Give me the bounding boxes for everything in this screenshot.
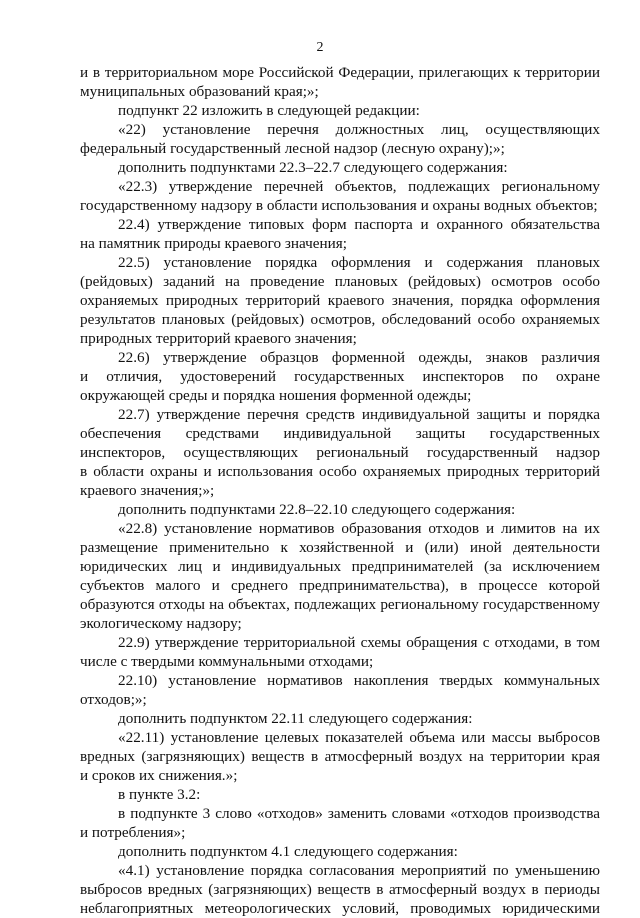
text-line: 22.4) утверждение типовых форм паспорта и охранного обязательства xyxy=(118,216,600,233)
text-line: 22.7) утверждение перечня средств индивидуальной защиты и порядка xyxy=(118,406,600,423)
text-line: и потребления»; xyxy=(80,824,186,841)
text-line: 22.5) установление порядка оформления и содержания плановых xyxy=(118,254,600,271)
text-line: обеспечения средствами индивидуальной защиты государственных xyxy=(80,425,600,442)
text-line: субъектов малого и среднего предпринимательства), в процессе которой xyxy=(80,577,600,594)
text-line: юридических лиц и индивидуальных предпринимателей (за исключением xyxy=(80,558,600,575)
text-line: «22) установление перечня должностных лиц, осуществляющих xyxy=(118,121,600,138)
text-line: дополнить подпунктом 22.11 следующего содержания: xyxy=(118,710,473,727)
text-line: и в территориальном море Российской Федерации, прилегающих к территории xyxy=(80,64,600,81)
text-line: «22.11) установление целевых показателей объема или массы выбросов xyxy=(118,729,600,746)
text-line: муниципальных образований края;»; xyxy=(80,83,319,100)
text-line: «22.8) установление нормативов образования отходов и лимитов на их xyxy=(118,520,600,537)
text-line: 22.10) установление нормативов накопления твердых коммунальных xyxy=(118,672,600,689)
text-line: «4.1) установление порядка согласования мероприятий по уменьшению xyxy=(118,862,600,879)
text-line: краевого значения;»; xyxy=(80,482,215,499)
text-line: подпункт 22 изложить в следующей редакции: xyxy=(118,102,420,119)
text-line: отходов;»; xyxy=(80,691,147,708)
text-line: экологическому надзору; xyxy=(80,615,242,632)
text-line: 22.6) утверждение образцов форменной одежды, знаков различия xyxy=(118,349,600,366)
text-line: государственному надзору в области использования и охраны водных объектов; xyxy=(80,197,598,214)
text-line: 22.9) утверждение территориальной схемы обращения с отходами, в том xyxy=(118,634,600,651)
text-line: дополнить подпунктами 22.8–22.10 следующего содержания: xyxy=(118,501,516,518)
page-number: 2 xyxy=(316,40,324,55)
text-line: природных территорий краевого значения; xyxy=(80,330,357,347)
text-line: дополнить подпунктами 22.3–22.7 следующего содержания: xyxy=(118,159,508,176)
text-line: и сроков их снижения.»; xyxy=(80,767,238,784)
text-line: вредных (загрязняющих) веществ в атмосферный воздух на территории края xyxy=(80,748,600,765)
text-line: (рейдовых) заданий на проведение плановых (рейдовых) осмотров особо xyxy=(80,273,600,290)
text-line: «22.3) утверждение перечней объектов, подлежащих региональному xyxy=(118,178,600,195)
text-line: и отличия, удостоверений государственных инспекторов по охране xyxy=(80,368,600,385)
text-line: окружающей среды и порядка ношения форменной одежды; xyxy=(80,387,472,404)
text-line: в области охраны и использования особо охраняемых природных территорий xyxy=(80,463,600,480)
text-line: размещение применительно к хозяйственной и (или) иной деятельности xyxy=(80,539,600,556)
text-line: федеральный государственный лесной надзор (лесную охрану);»; xyxy=(80,140,505,157)
text-line: на памятник природы краевого значения; xyxy=(80,235,347,252)
text-line: неблагоприятных метеорологических условий, проводимых юридическими xyxy=(80,900,600,917)
text-line: в пункте 3.2: xyxy=(118,786,201,803)
text-line: образуются отходы на объектах, подлежащих региональному государственному xyxy=(80,596,600,613)
text-line: результатов плановых (рейдовых) осмотров, обследований особо охраняемых xyxy=(80,311,600,328)
text-line: дополнить подпунктом 4.1 следующего содержания: xyxy=(118,843,458,860)
text-line: выбросов вредных (загрязняющих) веществ в атмосферный воздух в периоды xyxy=(80,881,600,898)
text-line: охраняемых природных территорий краевого значения, порядка оформления xyxy=(80,292,600,309)
text-line: инспекторов, осуществляющих региональный государственный надзор xyxy=(80,444,600,461)
document-body xyxy=(80,63,600,918)
text-line: числе с твердыми коммунальными отходами; xyxy=(80,653,374,670)
text-line: в подпункте 3 слово «отходов» заменить словами «отходов производства xyxy=(118,805,600,822)
